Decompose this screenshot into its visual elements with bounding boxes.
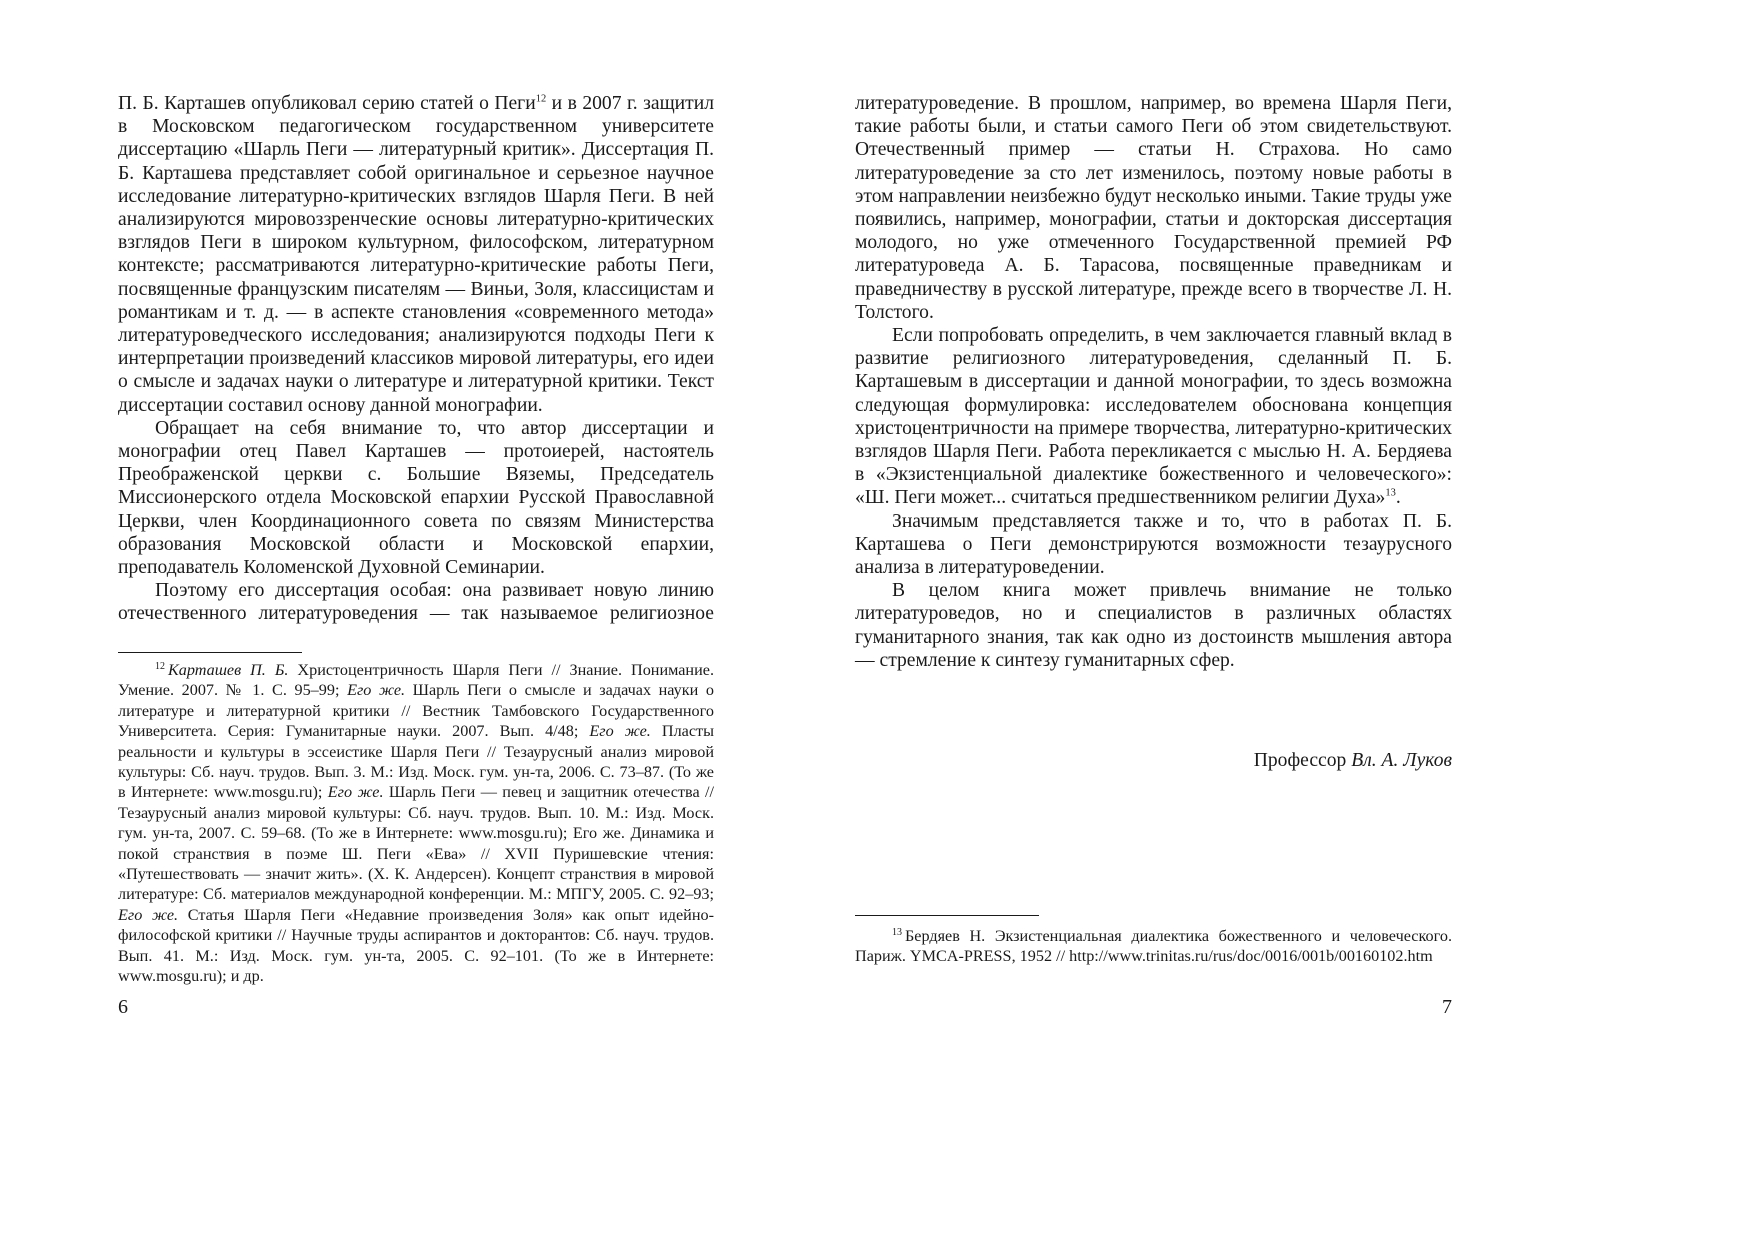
footnote-number: 13	[892, 927, 902, 938]
footnote-ref-12[interactable]: 12	[535, 93, 547, 105]
footnote-divider	[855, 915, 1039, 916]
footnote-divider	[118, 652, 302, 653]
right-paragraph-1: литературоведение. В прошлом, например, во времена Шарля Пеги, такие работы были, и статьи самого Пеги об этом свидетельствуют. Отечественный пример — статьи Н. Страхова. Но само литературоведение за сто лет изменилось, поэтому новые работы в этом направлении неизбежно будут несколько иными. Такие труды уже появились, например, монографии, статьи и докторская диссертация молодого, но уже отмеченного Государственной премией РФ литературоведа А. Б. Тарасова, посвященные праведникам и праведничеству в русской литературе, прежде всего в творчестве Л. Н. Толстого.	[855, 93, 1452, 323]
right-body-text	[855, 92, 1452, 672]
footnote-12: $^{12}$ Карташев П. Б. Христоцентричность Шарля Пеги // Знание. Понимание. Умение. 2007. № 1. С. 95–99; Его же. Шарль Пеги о смысле и задачах науки о литературе и литературной критики // Вестник Тамбовского Государственного Университета. Серия: Гуманитарные науки. 2007. Вып. 4/48; Его же. Пласты реальности и культуры в эссеистике Шарля Пеги // Тезаурусный анализ мировой культуры: Сб. науч. трудов. Вып. 3. М.: Изд. Моск. гум. ун-та, 2006. С. 73–87. (То же в Интернете: www.mosgu.ru); Его же. Шарль Пеги — певец и защитник отечества // Тезаурусный анализ мировой культуры: Сб. науч. трудов. Вып. 10. М.: Изд. Моск. гум. ун-та, 2007. С. 59–68. (То же в Интернете: www.mosgu.ru); Его же. Динамика и покой странствия в поэме Ш. Пеги «Ева» // XVII Пуришевские чтения: «Путешествовать — значит жить». (Х. К. Андерсен). Концепт странствия в мировой литературе: Сб. материалов международной конференции. М.: МПГУ, 2005. С. 92–93; Его же. Статья Шарля Пеги «Недавние произведения Золя» как опыт идейно-философской критики // Научные труды аспирантов и докторантов: Сб. науч. трудов. Вып. 41. М.: Изд. Моск. гум. ун-та, 2005. С. 92–101. (То же в Интернете: www.mosgu.ru); и др.	[118, 661, 715, 986]
footnote-13: $^{13}$ Бердяев Н. Экзистенциальная диалектика божественного и человеческого. Париж. YMCA-PRESS, 1952 // http://www.trinitas.ru/rus/doc/0016/001b/00160102.htm	[855, 927, 1452, 966]
left-paragraph-3: Поэтому его диссертация особая: она развивает новую линию отечественного литературоведения — так называемое религиозное	[118, 580, 714, 625]
footnote-ref-13[interactable]: 13	[1385, 487, 1396, 499]
left-paragraph-2: Обращает на себя внимание то, что автор диссертации и монографии отец Павел Карташев — протоиерей, настоятель Преображенской церкви с. Большие Вяземы, Председатель Миссионерского отдела Московской епархии Русской Православной Церкви, член Координационного совета по связям Министерства образования Московской области и Московской епархии, преподаватель Коломенской Духовной Семинарии.	[118, 417, 714, 579]
right-paragraph-3: Значимым представляется также и то, что в работах П. Б. Карташева о Пеги демонстрируются возможности тезаурусного анализа в литературоведении.	[855, 510, 1452, 579]
right-page	[855, 0, 1452, 1100]
footnote-number: 12	[155, 661, 165, 672]
left-paragraph-1: П. Б. Карташев опубликовал серию статей о Пеги$^{12}$ и в 2007 г. защитил в Московском педагогическом государственном университете диссертацию «Шарль Пеги — литературный критик». Диссертация П. Б. Карташева представляет собой оригинальное и серьезное научное исследование литературно-критических взглядов Шарля Пеги. В ней анализируются мировоззренческие основы литературно-критических взглядов Пеги в широком культурном, философском, литературном контексте; рассматриваются литературно-критические работы Пеги, посвященные французским писателям — Виньи, Золя, классицистам и романтикам и т. д. — в аспекте становления «современного метода» литературоведческого исследования; анализируются подходы Пеги к интерпретации произведений классиков мировой литературы, его идеи о смысле и задачах науки о литературе и литературной критики. Текст диссертации составил основу данной монографии.	[118, 93, 714, 416]
left-page	[118, 0, 714, 1100]
right-paragraph-2: Если попробовать определить, в чем заключается главный вклад в развитие религиозного литературоведения, сделанный П. Б. Карташевым в диссертации и данной монографии, то здесь возможна следующая формулировка: исследователем обоснована концепция христоцентричности на примере творчества, литературно-критических взглядов Шарля Пеги. Работа перекликается с мыслью Н. А. Бердяева в «Экзистенциальной диалектике божественного и человеческого»: «Ш. Пеги может... считаться предшественником религии Духа»$^{13}$.	[855, 325, 1452, 509]
page-number-right: 7	[1442, 996, 1452, 1018]
left-body-text	[118, 92, 714, 626]
page-number-left: 6	[118, 996, 128, 1018]
signature-name: Вл. А. Луков	[1351, 750, 1452, 771]
right-paragraph-4: В целом книга может привлечь внимание не только литературоведов, но и специалистов в различных областях гуманитарного знания, так как одно из достоинств мышления автора — стремление к синтезу гуманитарных сфер.	[855, 580, 1452, 671]
signature: Профессор Вл. А. Луков	[1253, 750, 1452, 771]
